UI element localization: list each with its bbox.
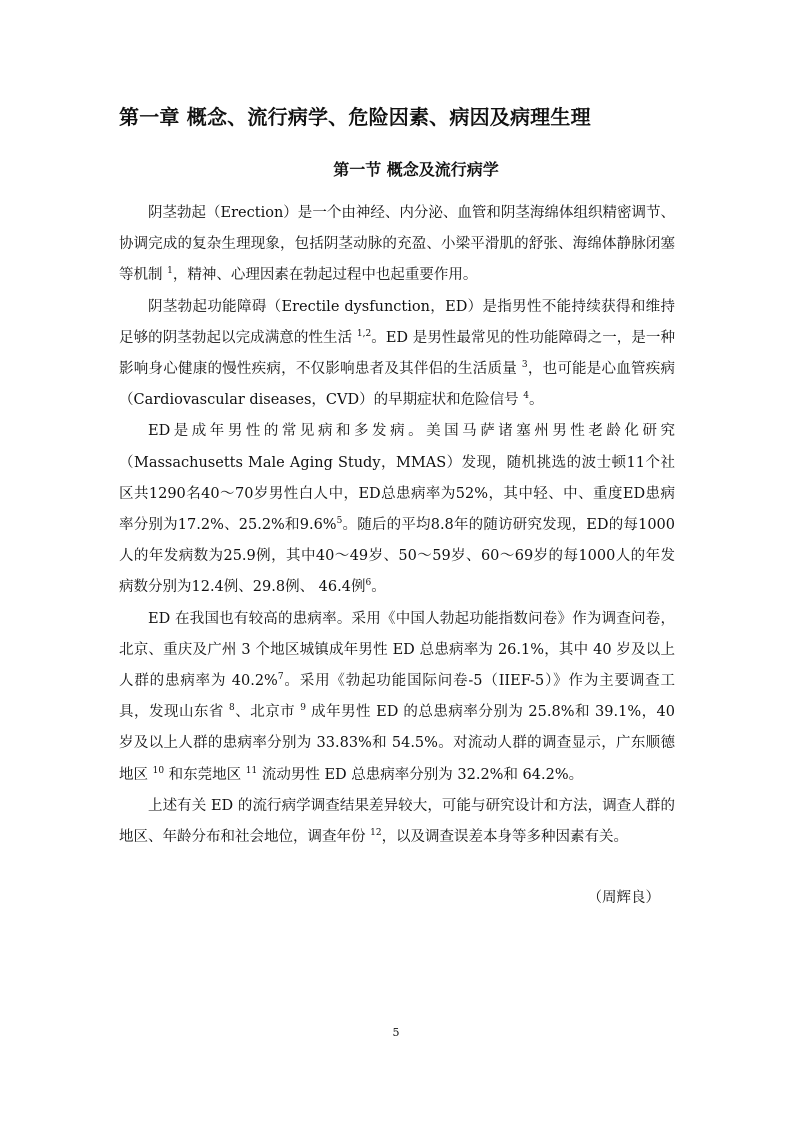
text-run: ED 在我国也有较高的患病率。采用《中国人勃起功能指数问卷》作为调查问卷，北京、重庆及广州 3 个地区城镇成年男性 ED 总患病率为 26.1%，其中 40 岁及以上人群的患病率为 40.2% bbox=[119, 610, 675, 690]
citation-marker: 9 bbox=[300, 703, 306, 714]
text-run: 流动男性 ED 总患病率分别为 32.2%和 64.2%。 bbox=[257, 766, 584, 783]
citation-marker: 6 bbox=[365, 578, 372, 589]
page-number: 5 bbox=[392, 1026, 400, 1039]
citation-marker: 4 bbox=[523, 391, 529, 402]
citation-marker: 10 bbox=[152, 765, 165, 776]
text-run: ED是成年男性的常见病和多发病。美国马萨诸塞州男性老龄化研究（Massachusetts Male Aging Study，MMAS）发现，随机挑选的波士顿11个社区共1290名40～70岁男性白人中，ED总患病率为52%，其中轻、中、重度ED患病率分别为17.2%、25.2%和9.6% bbox=[119, 423, 675, 534]
text-run: ，精神、心理因素在勃起过程中也起重要作用。 bbox=[172, 267, 478, 284]
body-text bbox=[119, 198, 675, 853]
citation-marker: 1 bbox=[167, 266, 173, 277]
text-run: 。采用《勃起功能国际问卷-5（IIEF-5）》作为主要调查工具，发现山东省 bbox=[119, 673, 676, 721]
chapter-title: 第一章 概念、流行病学、危险因素、病因及病理生理 bbox=[119, 105, 591, 129]
text-run: 阴茎勃起功能障碍（Erectile dysfunction，ED）是指男性不能持续获得和维持足够的阴茎勃起以完成满意的性生活 bbox=[119, 298, 675, 346]
author-signature: （周辉良） bbox=[587, 890, 660, 906]
citation-marker: 12 bbox=[370, 828, 382, 839]
citation-marker: 5 bbox=[336, 516, 343, 527]
text-run: 和东莞地区 bbox=[164, 766, 246, 783]
text-run: 。 bbox=[528, 392, 544, 409]
paragraph bbox=[119, 416, 675, 603]
citation-marker: 11 bbox=[245, 765, 258, 776]
text-run: 阴茎勃起（Erection）是一个由神经、内分泌、血管和阴茎海绵体组织精密调节、协调完成的复杂生理现象，包括阴茎动脉的充盈、小梁平滑肌的舒张、海绵体静脉闭塞等机制 bbox=[119, 205, 675, 284]
text-run: 成年男性 ED 的总患病率分别为 25.8%和 39.1%，40 岁及以上人群的患病率分别为 33.83%和 54.5%。对流动人群的调查显示，广东顺德地区 bbox=[119, 704, 676, 783]
citation-marker: 8 bbox=[229, 703, 235, 714]
paragraph bbox=[119, 292, 675, 417]
paragraph bbox=[119, 604, 675, 791]
section-title: 第一节 概念及流行病学 bbox=[333, 160, 499, 179]
text-run: 上述有关 ED 的流行病学调查结果差异较大，可能与研究设计和方法，调查人群的地区、年龄分布和社会地位，调查年份 bbox=[119, 797, 675, 846]
paragraph bbox=[119, 791, 675, 853]
text-run: 。ED 是男性最常见的性功能障碍之一，是一种影响身心健康的慢性疾病，不仅影响患者及其伴侣的生活质量 bbox=[119, 329, 675, 378]
text-run: 。随后的平均8.8年的随访研究发现，ED的每1000人的年发病数为25.9例，其中40～49岁、50～59岁、60～69岁的每1000人的年发病数分别为12.4例、29.8例、 46.4例 bbox=[119, 517, 676, 596]
citation-marker: 3 bbox=[521, 360, 528, 371]
citation-marker: 1,2 bbox=[356, 328, 372, 339]
text-run: 、北京市 bbox=[234, 704, 301, 721]
text-run: ，也可能是心血管疾病（Cardiovascular diseases，CVD）的早期症状和危险信号 bbox=[119, 361, 676, 409]
citation-marker: 7 bbox=[277, 672, 284, 683]
text-run: 。 bbox=[371, 579, 386, 596]
text-run: ，以及调查误差本身等多种因素有关。 bbox=[381, 829, 629, 846]
paragraph bbox=[119, 198, 675, 292]
